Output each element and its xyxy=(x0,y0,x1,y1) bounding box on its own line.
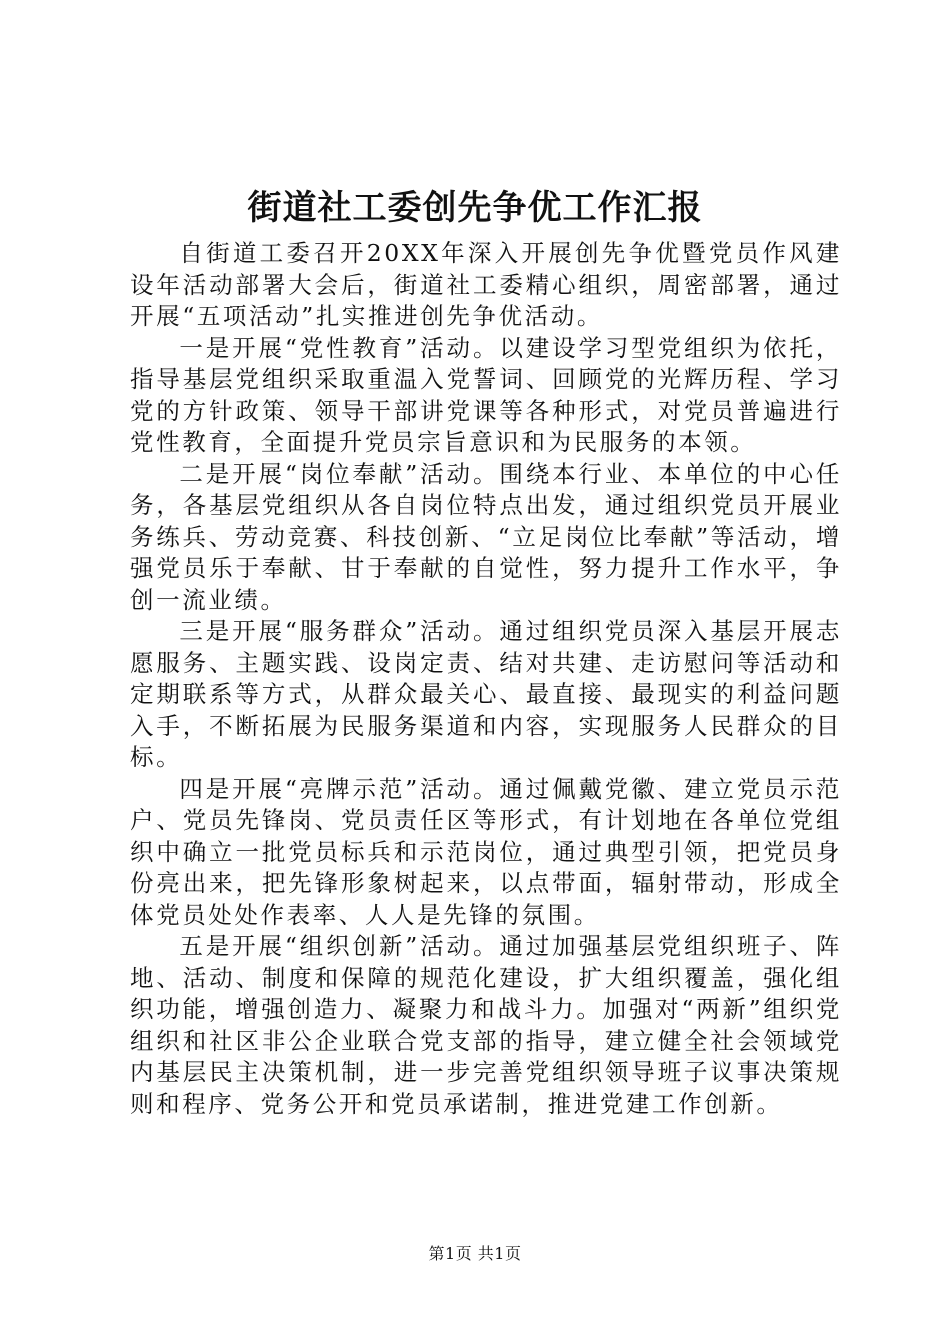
paragraph-party-education: 一是开展“党性教育”活动。以建设学习型党组织为依托，指导基层党组织采取重温入党誓词、回顾党的光辉历程、学习党的方针政策、领导干部讲党课等各种形式，对党员普遍进行党性教育，全面提升党员宗旨意识和为民服务的本领。 xyxy=(130,333,842,456)
paragraph-demonstration: 四是开展“亮牌示范”活动。通过佩戴党徽、建立党员示范户、党员先锋岗、党员责任区等形式，有计划地在各单位党组织中确立一批党员标兵和示范岗位，通过典型引领，把党员身份亮出来，把先锋形象树起来，以点带面，辐射带动，形成全体党员处处作表率、人人是先锋的氛围。 xyxy=(130,774,842,929)
page-footer: 第1页 共1页 xyxy=(428,1244,522,1263)
document-body xyxy=(130,238,842,1120)
paragraph-serve-masses: 三是开展“服务群众”活动。通过组织党员深入基层开展志愿服务、主题实践、设岗定责、结对共建、走访慰问等活动和定期联系等方式，从群众最关心、最直接、最现实的利益问题入手，不断拓展为民服务渠道和内容，实现服务人民群众的目标。 xyxy=(130,617,842,771)
paragraph-intro: 自街道工委召开20XX年深入开展创先争优暨党员作风建设年活动部署大会后，街道社工委精心组织，周密部署，通过开展“五项活动”扎实推进创先争优活动。 xyxy=(130,239,842,330)
paragraph-organization-innovation: 五是开展“组织创新”活动。通过加强基层党组织班子、阵地、活动、制度和保障的规范化建设，扩大组织覆盖，强化组织功能，增强创造力、凝聚力和战斗力。加强对“两新”组织党组织和社区非公企业联合党支部的指导，建立健全社会领域党内基层民主决策机制，进一步完善党组织领导班子议事决策规则和程序、党务公开和党员承诺制，推进党建工作创新。 xyxy=(130,932,842,1118)
paragraph-post-dedication: 二是开展“岗位奉献”活动。围绕本行业、本单位的中心任务，各基层党组织从各自岗位特点出发，通过组织党员开展业务练兵、劳动竞赛、科技创新、“立足岗位比奉献”等活动，增强党员乐于奉献、甘于奉献的自觉性，努力提升工作水平，争创一流业绩。 xyxy=(130,459,842,614)
document-title: 街道社工委创先争优工作汇报 xyxy=(247,188,703,228)
